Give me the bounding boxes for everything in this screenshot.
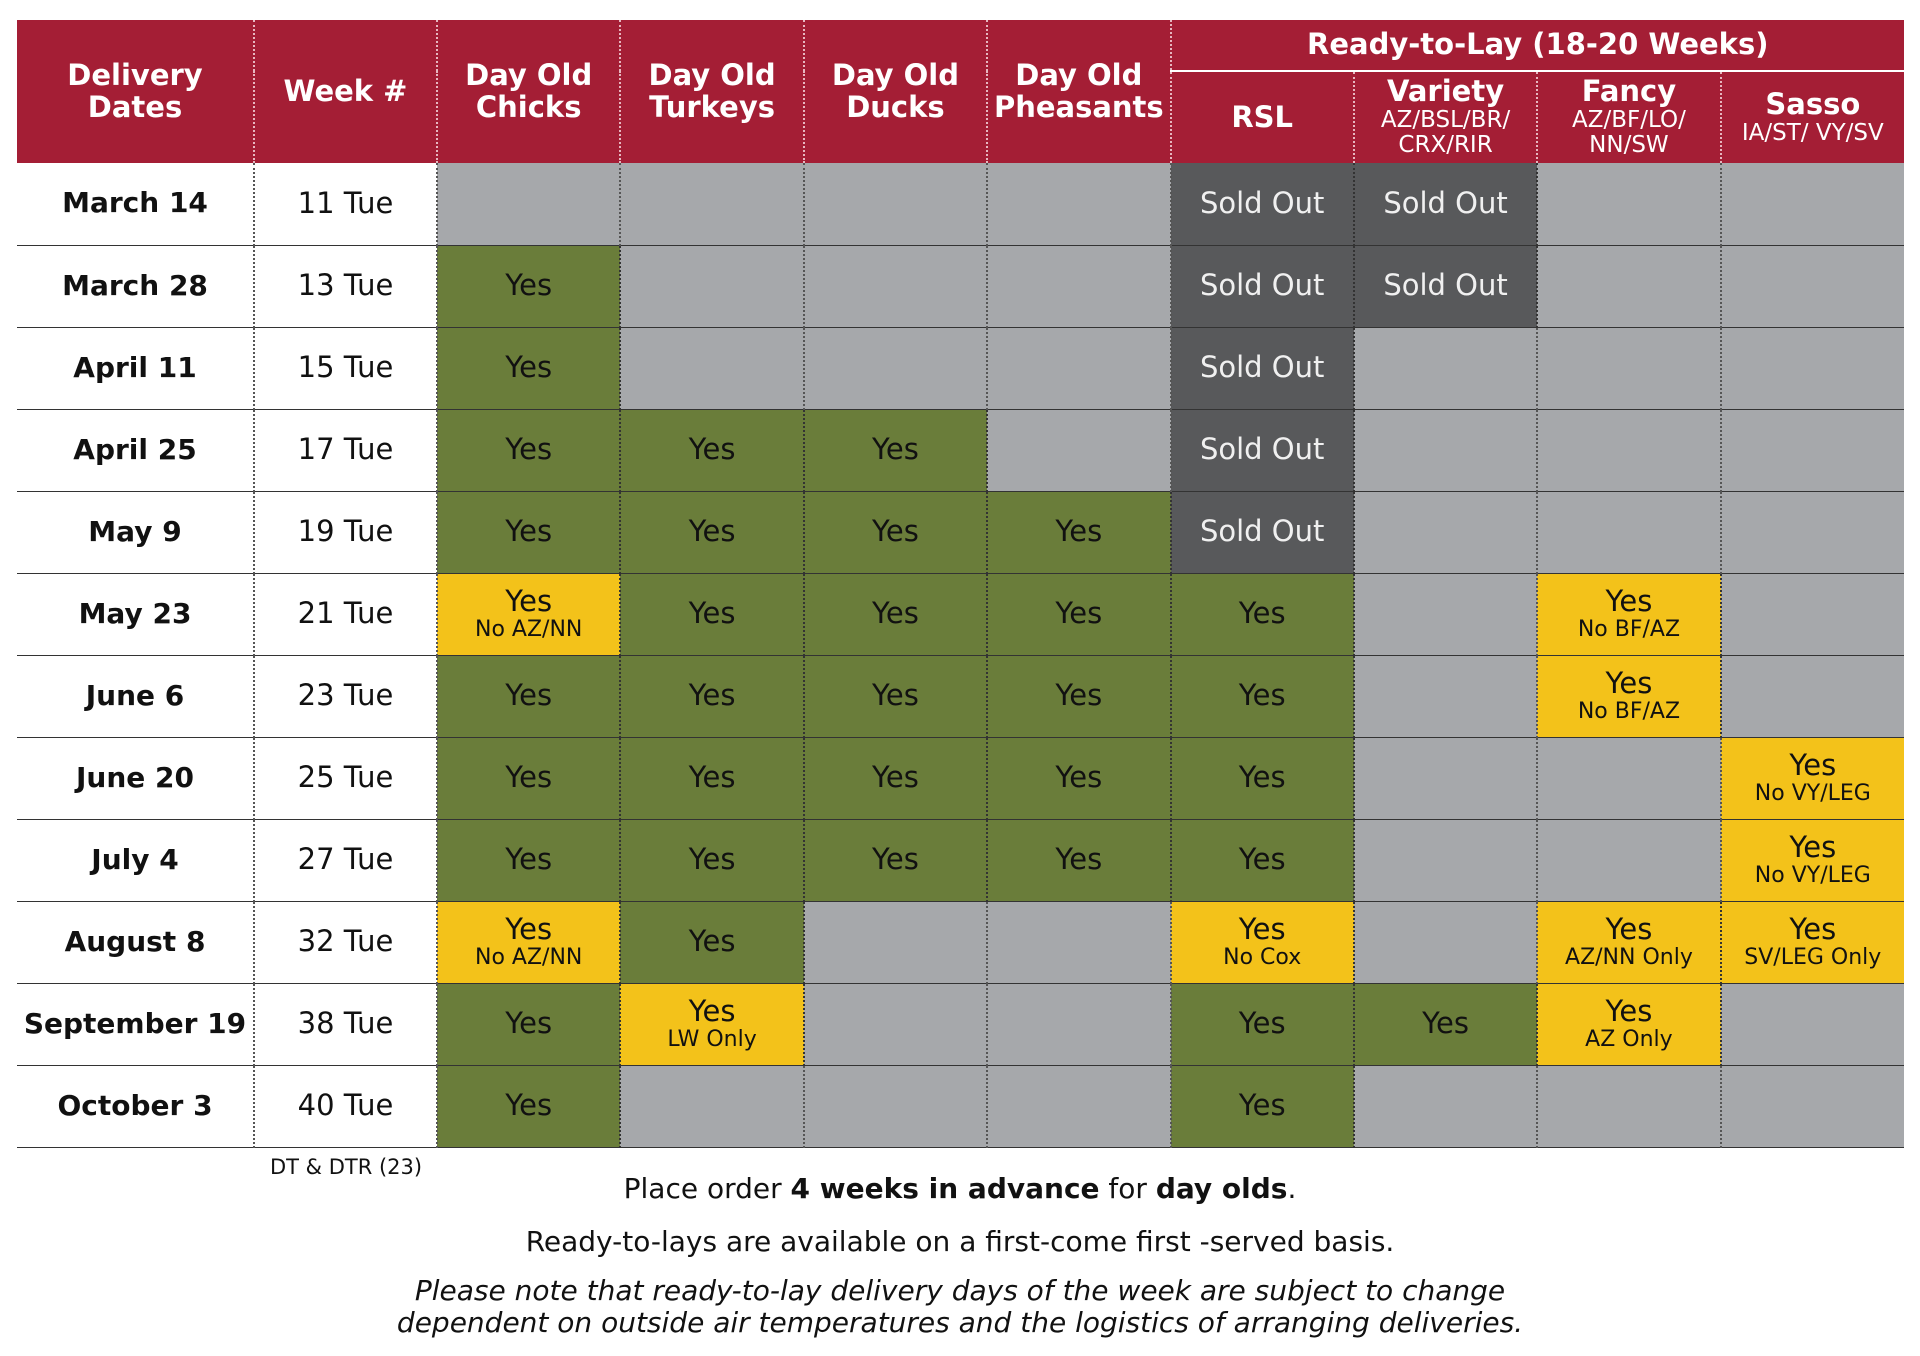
- availability-status: Sold Out: [1383, 268, 1508, 303]
- availability-cell-chicks: [437, 737, 620, 819]
- availability-status: Yes: [688, 924, 736, 959]
- availability-cell-pheasants: [987, 409, 1170, 491]
- availability-status: Yes: [688, 678, 736, 713]
- header-variety: [1354, 71, 1537, 163]
- week-number-cell: 21 Tue: [254, 573, 437, 655]
- availability-cell-chicks: [437, 163, 620, 245]
- delivery-date-cell: May 9: [17, 491, 254, 573]
- availability-cell-pheasants: [987, 901, 1170, 983]
- table-row: [17, 901, 1904, 983]
- table-row: [17, 491, 1904, 573]
- availability-note: No AZ/NN: [475, 616, 583, 642]
- availability-cell-turkeys: [620, 983, 803, 1065]
- availability-status: Yes: [1238, 760, 1286, 795]
- header-day-old-ducks: Day Old Ducks: [804, 20, 987, 163]
- week-number-cell: 23 Tue: [254, 655, 437, 737]
- table-row: [17, 819, 1904, 901]
- header-fancy: [1537, 71, 1720, 163]
- availability-status: Yes: [1605, 583, 1653, 618]
- availability-cell-chicks: [437, 573, 620, 655]
- availability-status: Yes: [505, 350, 553, 385]
- availability-cell-pheasants: [987, 983, 1170, 1065]
- availability-cell-ducks: [804, 655, 987, 737]
- availability-cell-ducks: [804, 163, 987, 245]
- availability-status: Yes: [505, 842, 553, 877]
- availability-cell-turkeys: [620, 163, 803, 245]
- availability-cell-chicks: [437, 491, 620, 573]
- availability-cell-ducks: [804, 819, 987, 901]
- delivery-date-cell: September 19: [17, 983, 254, 1065]
- header-variety-label: Variety: [1387, 74, 1505, 109]
- availability-status: Yes: [688, 993, 736, 1028]
- availability-cell-fancy: [1537, 983, 1720, 1065]
- availability-cell-pheasants: [987, 491, 1170, 573]
- order-advance-note: [0, 1172, 1920, 1205]
- availability-cell-sasso: [1721, 245, 1904, 327]
- availability-cell-rsl: [1171, 491, 1354, 573]
- availability-cell-chicks: [437, 655, 620, 737]
- availability-cell-rsl: [1171, 245, 1354, 327]
- availability-cell-variety: [1354, 655, 1537, 737]
- week-number-cell: 27 Tue: [254, 819, 437, 901]
- availability-status: Yes: [1055, 842, 1103, 877]
- header-sasso-breeds: IA/ST/ VY/SV: [1741, 119, 1884, 146]
- availability-cell-rsl: [1171, 573, 1354, 655]
- availability-note: LW Only: [667, 1026, 757, 1052]
- availability-cell-turkeys: [620, 245, 803, 327]
- availability-cell-rsl: [1171, 1065, 1354, 1147]
- availability-note: No BF/AZ: [1577, 698, 1681, 724]
- availability-status: Yes: [505, 678, 553, 713]
- availability-status: Yes: [872, 842, 919, 877]
- week-number-cell: 11 Tue: [254, 163, 437, 245]
- table-row: [17, 1065, 1904, 1147]
- week-footnote: DT & DTR (23): [270, 1155, 423, 1179]
- availability-cell-turkeys: [620, 491, 803, 573]
- availability-cell-pheasants: [987, 245, 1170, 327]
- availability-cell-sasso: [1721, 327, 1904, 409]
- availability-status: Yes: [1055, 514, 1103, 549]
- availability-status: Yes: [505, 268, 553, 303]
- availability-status: Yes: [1238, 1088, 1286, 1123]
- availability-status: Yes: [688, 514, 736, 549]
- header-sasso: [1721, 71, 1904, 163]
- availability-cell-pheasants: [987, 327, 1170, 409]
- availability-cell-chicks: [437, 901, 620, 983]
- availability-status: Yes: [872, 432, 919, 467]
- availability-status: Sold Out: [1383, 185, 1508, 220]
- availability-cell-fancy: [1537, 573, 1720, 655]
- availability-note: AZ Only: [1585, 1026, 1673, 1052]
- availability-cell-pheasants: [987, 655, 1170, 737]
- delivery-date-cell: June 20: [17, 737, 254, 819]
- availability-note: AZ/NN Only: [1565, 944, 1693, 970]
- week-number-cell: 17 Tue: [254, 409, 437, 491]
- availability-cell-sasso: [1721, 737, 1904, 819]
- availability-cell-turkeys: [620, 327, 803, 409]
- availability-status: Yes: [1238, 1006, 1286, 1041]
- availability-status: Yes: [505, 911, 553, 946]
- availability-cell-fancy: [1537, 737, 1720, 819]
- availability-cell-ducks: [804, 1065, 987, 1147]
- delivery-date-cell: April 11: [17, 327, 254, 409]
- availability-status: Yes: [505, 1006, 553, 1041]
- header-rsl-label: RSL: [1231, 99, 1294, 134]
- availability-cell-rsl: [1171, 737, 1354, 819]
- availability-cell-turkeys: [620, 1065, 803, 1147]
- availability-cell-variety: [1354, 163, 1537, 245]
- availability-cell-sasso: [1721, 901, 1904, 983]
- disclaimer-line-2: dependent on outside air temperatures and the logistics of arranging deliveries.: [396, 1306, 1524, 1340]
- table-row: [17, 409, 1904, 491]
- availability-cell-turkeys: [620, 409, 803, 491]
- note-part-1: Place order: [623, 1172, 791, 1205]
- availability-cell-pheasants: [987, 819, 1170, 901]
- availability-cell-variety: [1354, 983, 1537, 1065]
- delivery-date-cell: May 23: [17, 573, 254, 655]
- note-part-4: day olds: [1155, 1172, 1288, 1205]
- availability-cell-turkeys: [620, 819, 803, 901]
- availability-cell-variety: [1354, 819, 1537, 901]
- header-sasso-label: Sasso: [1765, 86, 1861, 121]
- availability-cell-fancy: [1537, 1065, 1720, 1147]
- table-row: [17, 573, 1904, 655]
- availability-cell-rsl: [1171, 819, 1354, 901]
- first-come-note: Ready-to-lays are available on a first-come first -served basis.: [525, 1225, 1395, 1258]
- availability-note: SV/LEG Only: [1744, 944, 1882, 970]
- availability-cell-rsl: [1171, 163, 1354, 245]
- availability-cell-fancy: [1537, 655, 1720, 737]
- availability-note: No Cox: [1223, 944, 1302, 970]
- availability-note: No VY/LEG: [1754, 862, 1871, 888]
- header-ready-to-lay-group: Ready-to-Lay (18-20 Weeks): [1171, 20, 1905, 71]
- availability-status: Yes: [688, 596, 736, 631]
- note-part-2: 4 weeks in advance: [790, 1172, 1100, 1205]
- availability-status: Sold Out: [1199, 350, 1325, 385]
- availability-status: Yes: [505, 1088, 553, 1123]
- delivery-date-cell: April 25: [17, 409, 254, 491]
- availability-cell-turkeys: [620, 655, 803, 737]
- week-number-cell: 38 Tue: [254, 983, 437, 1065]
- availability-cell-ducks: [804, 573, 987, 655]
- availability-cell-rsl: [1171, 901, 1354, 983]
- availability-status: Yes: [688, 432, 736, 467]
- week-number-cell: 19 Tue: [254, 491, 437, 573]
- availability-cell-variety: [1354, 491, 1537, 573]
- availability-cell-sasso: [1721, 655, 1904, 737]
- availability-cell-fancy: [1537, 901, 1720, 983]
- availability-cell-rsl: [1171, 327, 1354, 409]
- header-fancy-breeds: AZ/BF/LO/ NN/SW: [1572, 107, 1686, 159]
- availability-cell-sasso: [1721, 163, 1904, 245]
- availability-status: Yes: [688, 760, 736, 795]
- availability-status: Yes: [1605, 911, 1653, 946]
- availability-cell-sasso: [1721, 983, 1904, 1065]
- week-number-cell: 32 Tue: [254, 901, 437, 983]
- delivery-date-cell: July 4: [17, 819, 254, 901]
- availability-cell-pheasants: [987, 163, 1170, 245]
- availability-status: Sold Out: [1199, 514, 1325, 549]
- availability-status: Yes: [872, 596, 919, 631]
- availability-cell-variety: [1354, 901, 1537, 983]
- availability-status: Yes: [872, 678, 919, 713]
- availability-cell-variety: [1354, 573, 1537, 655]
- availability-cell-chicks: [437, 1065, 620, 1147]
- availability-cell-rsl: [1171, 983, 1354, 1065]
- availability-cell-pheasants: [987, 1065, 1170, 1147]
- availability-cell-sasso: [1721, 491, 1904, 573]
- availability-cell-pheasants: [987, 737, 1170, 819]
- availability-status: Yes: [872, 514, 919, 549]
- availability-cell-variety: [1354, 327, 1537, 409]
- availability-cell-fancy: [1537, 245, 1720, 327]
- note-part-5: .: [1287, 1172, 1297, 1205]
- table-header: [17, 20, 1904, 163]
- availability-cell-ducks: [804, 983, 987, 1065]
- availability-status: Sold Out: [1199, 185, 1325, 220]
- availability-status: Yes: [872, 760, 919, 795]
- availability-cell-turkeys: [620, 737, 803, 819]
- delivery-date-cell: June 6: [17, 655, 254, 737]
- availability-status: Yes: [1789, 829, 1837, 864]
- header-week: Week #: [254, 20, 437, 163]
- week-number-cell: 13 Tue: [254, 245, 437, 327]
- availability-status: Yes: [505, 432, 553, 467]
- table-row: [17, 983, 1904, 1065]
- header-day-old-turkeys: Day Old Turkeys: [620, 20, 803, 163]
- availability-cell-fancy: [1537, 491, 1720, 573]
- note-part-3: for: [1099, 1172, 1156, 1205]
- availability-cell-turkeys: [620, 901, 803, 983]
- availability-status: Yes: [1789, 911, 1837, 946]
- availability-status: Yes: [1238, 911, 1286, 946]
- table-row: [17, 163, 1904, 245]
- availability-note: No BF/AZ: [1577, 616, 1681, 642]
- availability-status: Yes: [505, 514, 553, 549]
- availability-status: Sold Out: [1199, 268, 1325, 303]
- week-number-cell: 15 Tue: [254, 327, 437, 409]
- disclaimer-line-1: Please note that ready-to-lay delivery days of the week are subject to change: [414, 1274, 1506, 1307]
- availability-status: Yes: [1238, 842, 1286, 877]
- availability-status: Yes: [505, 760, 553, 795]
- availability-status: Yes: [1422, 1006, 1469, 1041]
- availability-cell-turkeys: [620, 573, 803, 655]
- header-delivery-dates: Delivery Dates: [17, 20, 254, 163]
- availability-note: No VY/LEG: [1754, 780, 1871, 806]
- availability-cell-rsl: [1171, 409, 1354, 491]
- delivery-date-cell: March 28: [17, 245, 254, 327]
- availability-cell-variety: [1354, 1065, 1537, 1147]
- table-row: [17, 655, 1904, 737]
- availability-status: Yes: [1238, 596, 1286, 631]
- availability-cell-variety: [1354, 409, 1537, 491]
- availability-cell-ducks: [804, 491, 987, 573]
- availability-cell-sasso: [1721, 1065, 1904, 1147]
- availability-cell-fancy: [1537, 163, 1720, 245]
- availability-cell-variety: [1354, 737, 1537, 819]
- header-variety-breeds: AZ/BSL/BR/ CRX/RIR: [1380, 107, 1511, 159]
- availability-cell-ducks: [804, 409, 987, 491]
- availability-cell-ducks: [804, 901, 987, 983]
- table-row: [17, 737, 1904, 819]
- availability-note: No AZ/NN: [475, 944, 583, 970]
- availability-cell-ducks: [804, 327, 987, 409]
- availability-cell-sasso: [1721, 573, 1904, 655]
- availability-cell-sasso: [1721, 819, 1904, 901]
- availability-cell-chicks: [437, 983, 620, 1065]
- availability-status: Yes: [505, 583, 553, 618]
- table-body: [17, 163, 1904, 1147]
- table-row: [17, 245, 1904, 327]
- availability-status: Sold Out: [1199, 432, 1325, 467]
- availability-status: Yes: [1238, 678, 1286, 713]
- availability-cell-pheasants: [987, 573, 1170, 655]
- availability-cell-chicks: [437, 409, 620, 491]
- week-number-cell: 25 Tue: [254, 737, 437, 819]
- delivery-date-cell: March 14: [17, 163, 254, 245]
- availability-status: Yes: [1055, 678, 1103, 713]
- availability-cell-ducks: [804, 737, 987, 819]
- availability-status: Yes: [1789, 747, 1837, 782]
- availability-status: Yes: [1055, 760, 1103, 795]
- availability-cell-fancy: [1537, 409, 1720, 491]
- availability-cell-variety: [1354, 245, 1537, 327]
- availability-status: Yes: [1605, 993, 1653, 1028]
- availability-cell-sasso: [1721, 409, 1904, 491]
- header-fancy-label: Fancy: [1581, 74, 1677, 109]
- availability-status: Yes: [1055, 596, 1103, 631]
- availability-cell-ducks: [804, 245, 987, 327]
- delivery-date-cell: August 8: [17, 901, 254, 983]
- availability-cell-chicks: [437, 327, 620, 409]
- availability-cell-fancy: [1537, 819, 1720, 901]
- header-day-old-chicks: Day Old Chicks: [437, 20, 620, 163]
- table-row: [17, 327, 1904, 409]
- week-number-cell: 40 Tue: [254, 1065, 437, 1147]
- availability-status: Yes: [1605, 665, 1653, 700]
- header-rsl: [1171, 71, 1354, 163]
- availability-cell-fancy: [1537, 327, 1720, 409]
- delivery-date-cell: October 3: [17, 1065, 254, 1147]
- availability-cell-rsl: [1171, 655, 1354, 737]
- delivery-schedule-table: [17, 20, 1904, 1148]
- availability-status: Yes: [688, 842, 736, 877]
- availability-cell-chicks: [437, 245, 620, 327]
- header-day-old-pheasants: Day Old Pheasants: [987, 20, 1170, 163]
- temperature-disclaimer: [0, 1275, 1920, 1339]
- availability-cell-chicks: [437, 819, 620, 901]
